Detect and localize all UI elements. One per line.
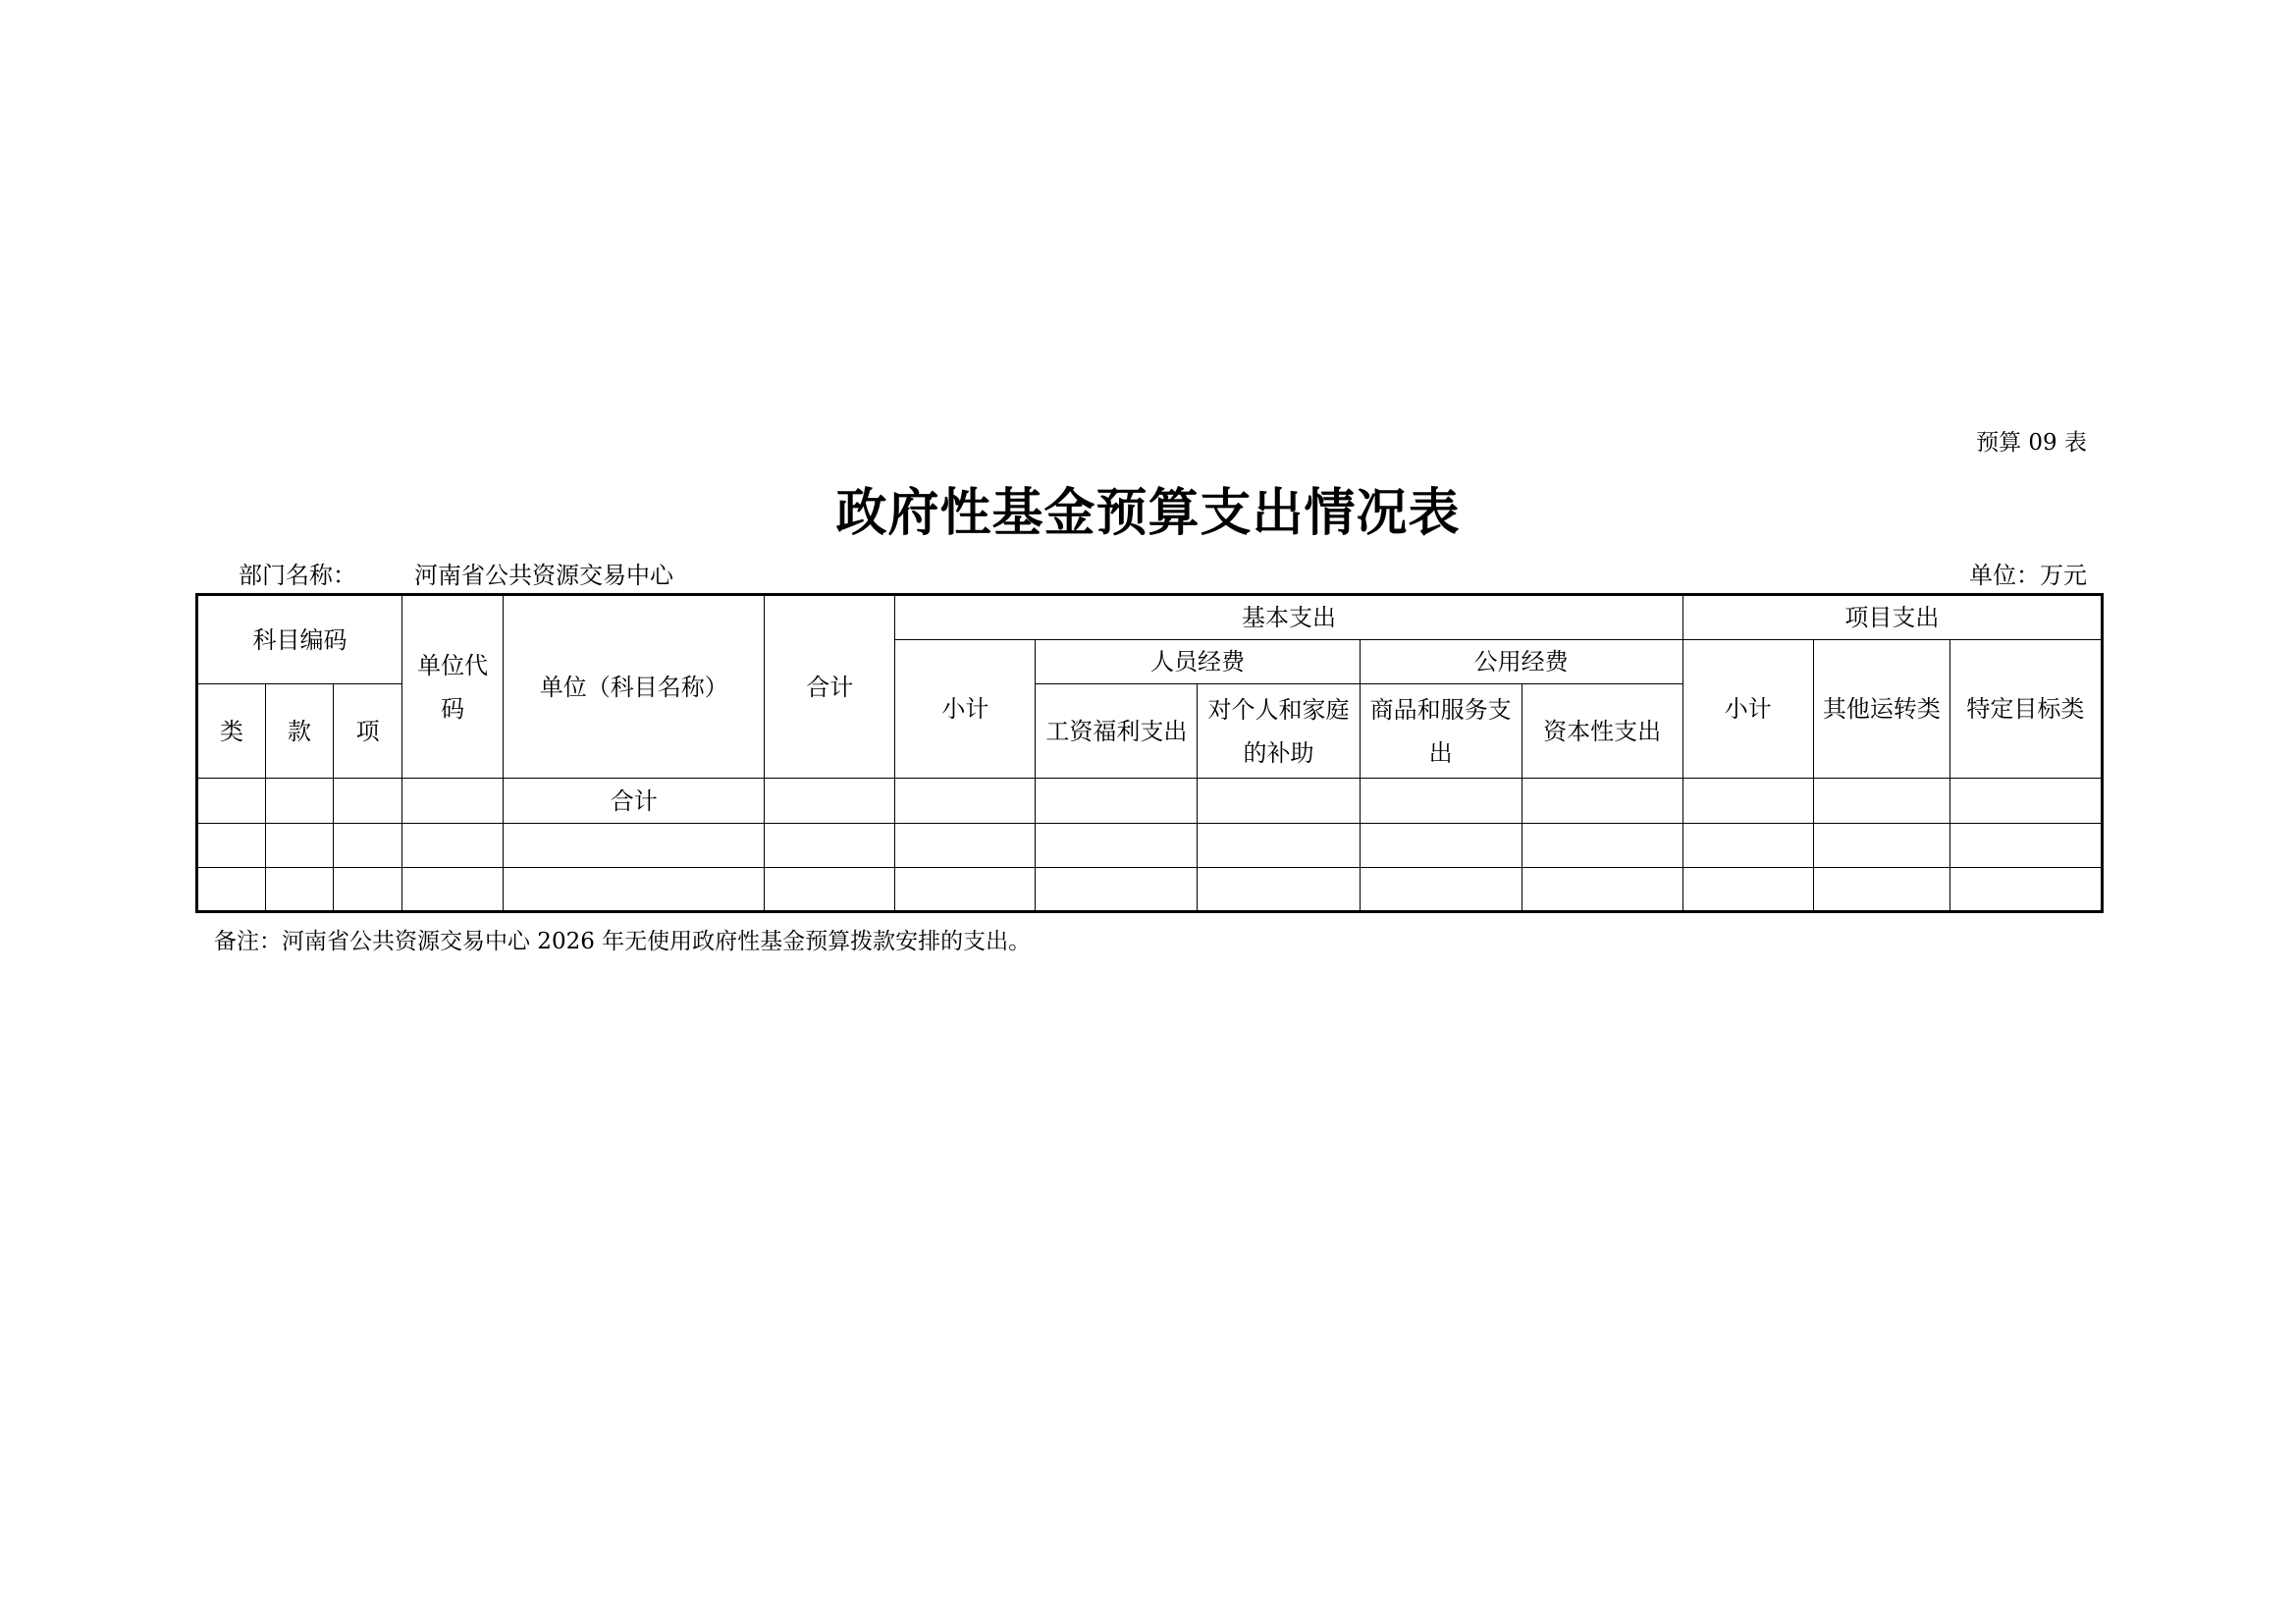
- header-unit-code: 单位代码: [402, 595, 504, 779]
- header-project-subtotal: 小计: [1682, 640, 1813, 779]
- header-salary-welfare: 工资福利支出: [1036, 684, 1198, 779]
- table-row: [197, 868, 2103, 912]
- header-xiang: 项: [334, 684, 402, 779]
- form-number: 预算 09 表: [1976, 430, 2087, 456]
- unit-label: 单位：万元: [1969, 562, 2087, 589]
- header-unit-name: 单位（科目名称）: [504, 595, 765, 779]
- header-personnel: 人员经费: [1036, 640, 1360, 684]
- header-basic-expense: 基本支出: [895, 595, 1682, 640]
- table-row: [197, 824, 2103, 868]
- header-kuan: 款: [266, 684, 334, 779]
- row-unit-name: [504, 868, 765, 912]
- expenditure-table: [195, 593, 2104, 913]
- page-title: 政府性基金预算支出情况表: [835, 483, 1461, 543]
- row-unit-name: 合计: [504, 779, 765, 824]
- header-goods-services: 商品和服务支出: [1360, 684, 1522, 779]
- footnote: 备注：河南省公共资源交易中心 2026 年无使用政府性基金预算拨款安排的支出。: [214, 929, 1032, 954]
- header-basic-subtotal: 小计: [895, 640, 1036, 779]
- header-capital: 资本性支出: [1522, 684, 1682, 779]
- header-specific-target: 特定目标类: [1949, 640, 2102, 779]
- header-subsidy: 对个人和家庭的补助: [1198, 684, 1360, 779]
- header-subject-code: 科目编码: [197, 595, 402, 684]
- header-public-use: 公用经费: [1360, 640, 1682, 684]
- header-other-operation: 其他运转类: [1813, 640, 1949, 779]
- table-row: [197, 779, 2103, 824]
- row-unit-name: [504, 824, 765, 868]
- department-name: 河南省公共资源交易中心: [414, 562, 673, 589]
- header-project-expense: 项目支出: [1682, 595, 2102, 640]
- header-total: 合计: [765, 595, 895, 779]
- header-lei: 类: [197, 684, 266, 779]
- department-label: 部门名称：: [239, 562, 356, 589]
